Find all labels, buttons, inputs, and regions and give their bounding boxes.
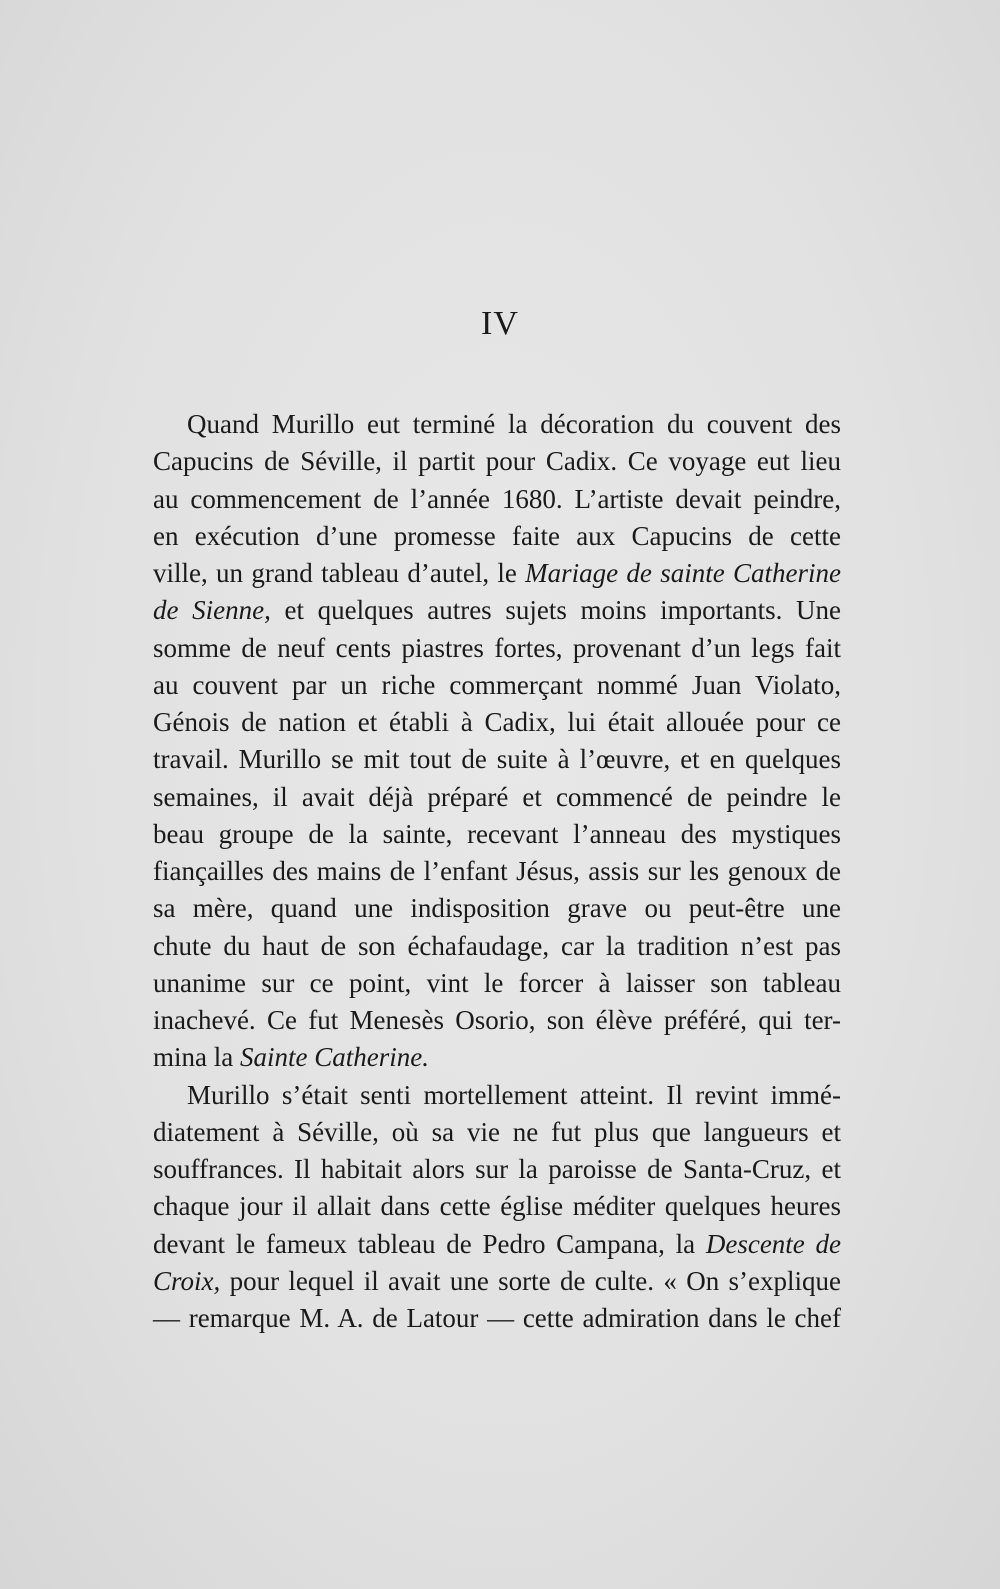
text-line-content: devant le fameux tableau de Pedro Campana, la	[153, 1228, 696, 1259]
text-line	[153, 1226, 841, 1263]
text-line	[153, 481, 841, 518]
text-line-content: travail. Murillo se mit tout de suite à l’œuvre, et en quelques	[153, 744, 841, 775]
text-line-content: et quelques autres sujets moins importants. Une	[284, 595, 841, 626]
text-line	[153, 555, 841, 592]
text-line-content: au couvent par un riche commerçant nommé Juan Violato,	[153, 669, 841, 700]
text-line	[153, 741, 841, 778]
text-line	[153, 1151, 841, 1188]
text-line-content: pour lequel il avait une sorte de culte. « On s’explique	[229, 1265, 841, 1296]
text-line-content: — remarque M. A. de Latour — cette admiration dans le chef	[153, 1303, 841, 1333]
text-line	[153, 890, 841, 927]
text-line	[153, 1300, 841, 1337]
text-line-content: beau groupe de la sainte, recevant l’anneau des mystiques	[153, 818, 841, 849]
text-line-content: Génois de nation et établi à Cadix, lui était allouée pour ce	[153, 707, 841, 737]
text-line	[153, 1114, 841, 1151]
text-line-content: souffrances. Il habitait alors sur la paroisse de Santa-Cruz, et	[153, 1154, 841, 1184]
italic-title: Croix,	[153, 1265, 221, 1296]
body-text	[153, 406, 841, 1337]
text-line-content: mina la	[153, 1042, 234, 1073]
text-line	[153, 928, 841, 965]
text-line-content: chaque jour il allait dans cette église méditer quelques heures	[153, 1191, 841, 1222]
text-line	[153, 1188, 841, 1225]
text-line	[153, 1002, 841, 1039]
text-line	[153, 518, 841, 555]
text-line	[153, 1263, 841, 1300]
text-line	[153, 816, 841, 853]
text-line	[153, 1039, 841, 1076]
text-line-content: somme de neuf cents piastres fortes, provenant d’un legs fait	[153, 632, 841, 663]
chapter-heading: IV	[481, 305, 519, 342]
text-line-content: chute du haut de son échafaudage, car la tradition n’est pas	[153, 930, 841, 961]
text-line	[153, 667, 841, 704]
text-line-content: diatement à Séville, où sa vie ne fut plus que langueurs et	[153, 1116, 841, 1147]
text-line	[153, 779, 841, 816]
text-line	[153, 704, 841, 741]
text-line-content: Murillo s’était senti mortellement atteint. Il revint immé-	[187, 1079, 841, 1110]
text-line-content: unanime sur ce point, vint le forcer à laisser son tableau	[153, 967, 841, 998]
text-line-content: fiançailles des mains de l’enfant Jésus, assis sur les genoux de	[153, 856, 841, 886]
text-line	[153, 630, 841, 667]
text-line	[153, 443, 841, 480]
italic-title: de Sienne,	[153, 595, 271, 626]
italic-title: Descente de	[705, 1228, 841, 1259]
italic-title: Sainte Catherine.	[239, 1042, 429, 1073]
text-line	[153, 406, 841, 443]
text-line-content: inachevé. Ce fut Menesès Osorio, son élève préféré, qui ter-	[153, 1005, 841, 1035]
text-line-content: au commencement de l’année 1680. L’artiste devait peindre,	[153, 483, 841, 514]
text-line-content: sa mère, quand une indisposition grave ou peut-être une	[153, 893, 841, 924]
text-line-content: ville, un grand tableau d’autel, le	[153, 558, 517, 588]
text-line-content: Quand Murillo eut terminé la décoration du couvent des	[187, 409, 841, 439]
text-line-content: Capucins de Séville, il partit pour Cadix. Ce voyage eut lieu	[153, 446, 841, 477]
text-line	[153, 965, 841, 1002]
italic-title: Mariage de sainte Catherine	[525, 558, 841, 588]
text-line	[153, 853, 841, 890]
text-line-content: en exécution d’une promesse faite aux Capucins de cette	[153, 520, 841, 551]
text-line	[153, 1077, 841, 1114]
text-line	[153, 592, 841, 629]
text-line-content: semaines, il avait déjà préparé et commencé de peindre le	[153, 781, 841, 812]
